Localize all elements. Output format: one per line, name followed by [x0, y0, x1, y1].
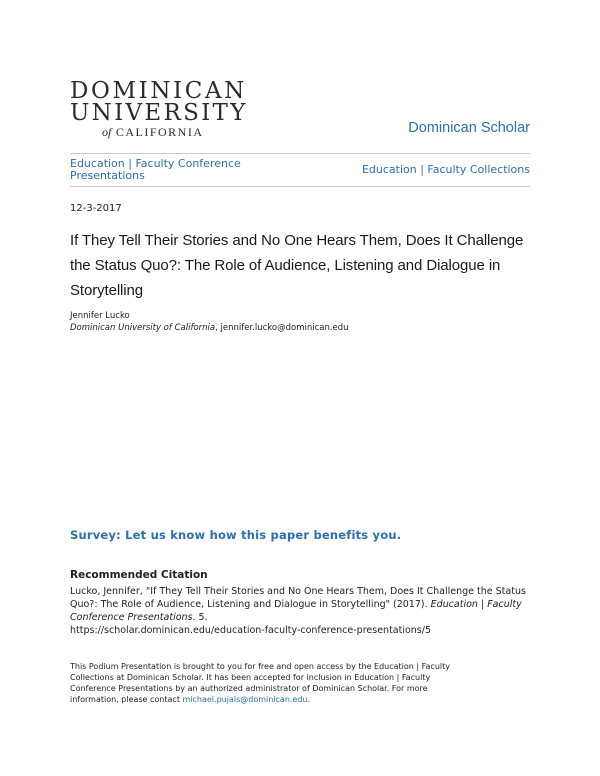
author-name: Jennifer Lucko	[70, 311, 130, 321]
footer-notice-text: This Podium Presentation is brought to you for free and open access by the Education | Faculty Collections at Dominican Scholar. It has been accepted for inclusion in Education | Faculty Conference Presentations by an authorized administrator of Dominican Scholar. For more information, please contact	[70, 662, 450, 704]
logo-line-dominican: DOMINICAN	[70, 78, 247, 104]
contact-email-link[interactable]: michael.pujals@dominican.edu	[182, 695, 308, 704]
paper-title: If They Tell Their Stories and No One Hears Them, Does It Challenge the Status Quo?: The Role of Audience, Listening and Dialogue in Storytelling	[70, 232, 524, 299]
top-divider	[70, 153, 530, 154]
logo-california: CALIFORNIA	[115, 125, 204, 139]
citation-body: Lucko, Jennifer, "If They Tell Their Stories and No One Hears Them, Does It Challenge the Status Quo?: The Role of Audience, Listening and Dialogue in Storytelling" (2017).	[70, 586, 526, 610]
footer-end: .	[307, 695, 311, 704]
footer-notice	[70, 661, 470, 705]
author-affiliation: Dominican University of California	[70, 323, 216, 333]
citation-series: Education | Faculty Conference Presentations	[70, 599, 522, 623]
logo-line-university: UNIVERSITY	[70, 100, 248, 126]
publication-date: 12-3-2017	[70, 203, 122, 214]
author-affiliation-line	[70, 323, 530, 334]
citation-number: . 5.	[192, 612, 208, 623]
survey-link[interactable]: Survey: Let us know how this paper benefits you.	[70, 528, 402, 542]
citation-block	[70, 585, 530, 624]
repository-link[interactable]: Dominican Scholar	[408, 120, 530, 136]
logo-line-california	[102, 125, 245, 140]
collections-divider	[70, 186, 530, 187]
collection-right-link[interactable]: Education | Faculty Collections	[361, 163, 530, 176]
citation-url-link[interactable]: https://scholar.dominican.edu/education-faculty-conference-presentations/5	[70, 625, 432, 636]
collection-left-link[interactable]: Education | Faculty Conference Presentations	[70, 157, 241, 182]
university-logo[interactable]	[70, 78, 248, 140]
author-email: , jennifer.lucko@dominican.edu	[215, 323, 349, 333]
logo-of: of	[102, 125, 112, 139]
citation-heading: Recommended Citation	[70, 569, 208, 581]
